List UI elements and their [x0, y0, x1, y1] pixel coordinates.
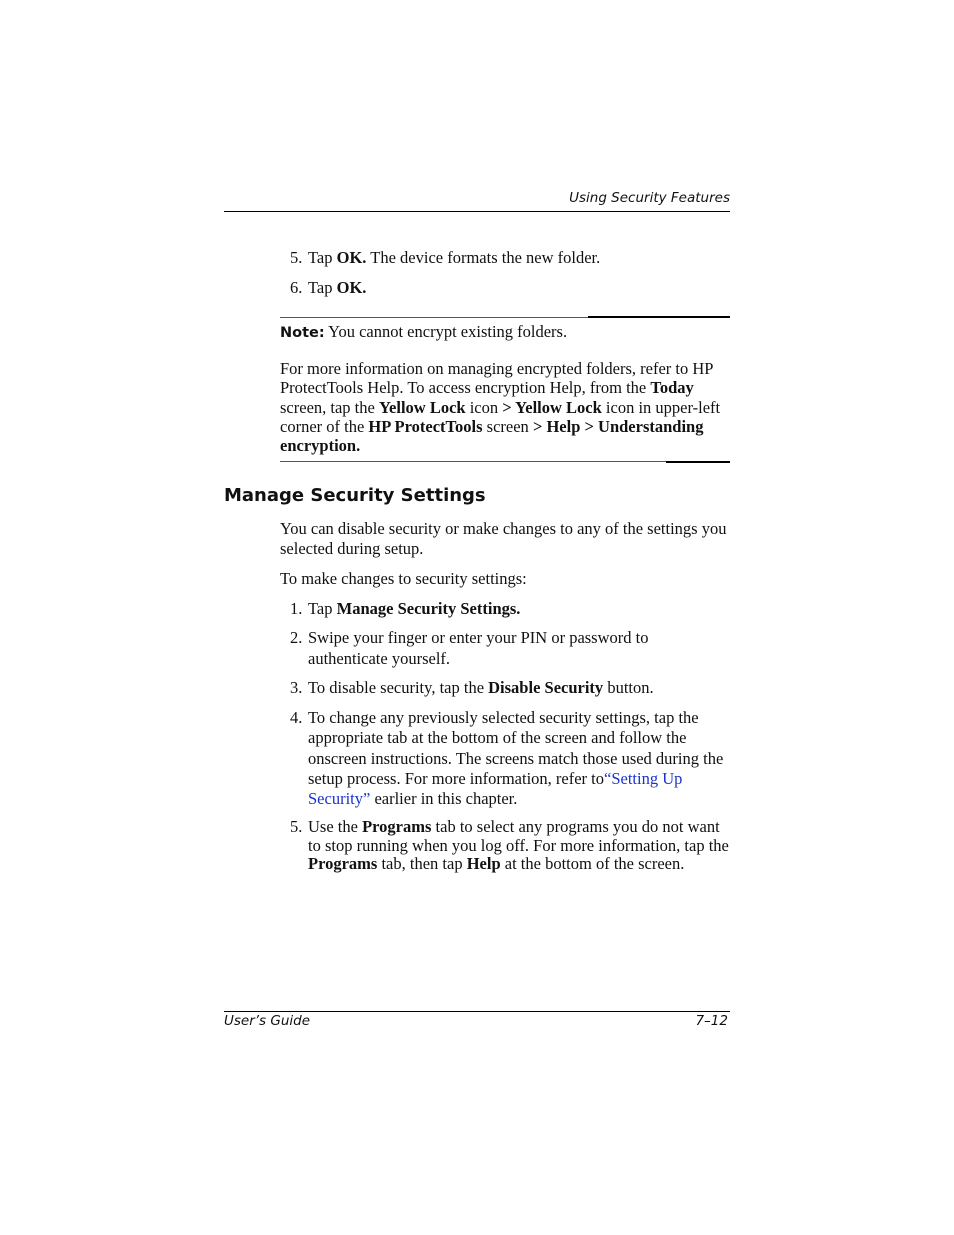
page-number: 7–12 — [695, 1013, 728, 1029]
section-lead: To make changes to security settings: — [280, 569, 527, 588]
step-number: 5. — [290, 248, 303, 267]
step-text: Use the Programs tab to select any programs you do not want to stop running when you log off. For more information, tap the Programs tab, then tap Help at the bottom of the screen. — [308, 817, 729, 873]
note-rule-bottom-accent — [666, 461, 730, 463]
step-text: To disable security, tap the Disable Security button. — [308, 678, 654, 697]
step-number: 2. — [290, 628, 303, 647]
step-text: Swipe your finger or enter your PIN or password to authenticate yourself. — [308, 628, 649, 668]
step-text: Tap Manage Security Settings. — [308, 599, 521, 618]
step-text: Tap OK. — [308, 278, 367, 297]
note-rule-top-accent — [588, 316, 730, 318]
step-number: 5. — [290, 817, 303, 836]
step-number: 1. — [290, 599, 303, 618]
header-rule — [224, 211, 730, 212]
section-heading: Manage Security Settings — [224, 485, 486, 506]
running-header: Using Security Features — [569, 190, 730, 206]
footer-title: User’s Guide — [224, 1013, 311, 1029]
step-number: 3. — [290, 678, 303, 697]
note-label: Note: — [280, 325, 325, 341]
footer-rule — [224, 1011, 730, 1012]
step-number: 4. — [290, 708, 303, 727]
note-rule-bottom — [280, 461, 730, 462]
note-paragraph: For more information on managing encrypted folders, refer to HP ProtectTools Help. To access encryption Help, from the Today screen, tap the Yellow Lock icon > Yellow Lock icon in upper-left corner of the HP ProtectTools screen > Help > Understanding encryption. — [280, 359, 721, 456]
step-number: 6. — [290, 278, 303, 297]
setting-up-security-link[interactable]: “Setting Up Security” — [308, 768, 683, 809]
step-text: Tap OK. The device formats the new folder. — [308, 248, 601, 267]
note-line: Note: You cannot encrypt existing folders. — [280, 322, 568, 341]
step-text: To change any previously selected security settings, tap the appropriate tab at the bottom of the screen and follow the onscreen instructions. The screens match those used during the setup process. For more information, refer to“Setting Up Security” earlier in this chapter. — [308, 708, 724, 809]
section-intro: You can disable security or make changes to any of the settings you selected during setup. — [280, 519, 727, 558]
